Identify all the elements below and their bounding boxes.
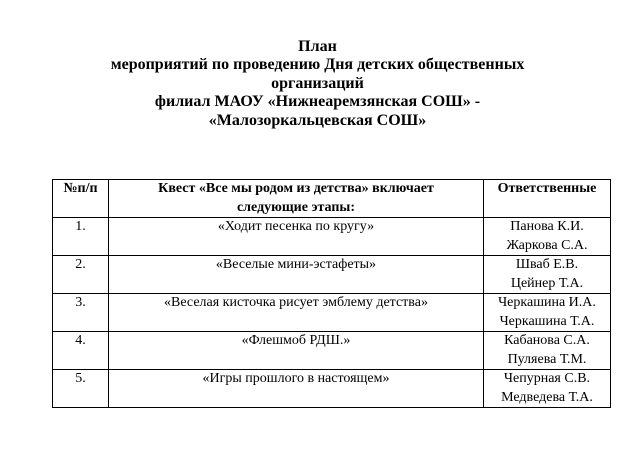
responsible-name: Шваб Е.В.	[515, 257, 579, 272]
heading-subtitle: мероприятий по проведению Дня детских общественных	[110, 56, 525, 74]
responsible-name: Чепурная С.В.	[503, 371, 591, 386]
responsible-name: Черкашина И.А.	[498, 295, 596, 310]
table-row	[53, 370, 611, 408]
table-row	[53, 294, 611, 332]
table-header-row	[53, 180, 611, 218]
row-stage: «Флешмоб РДШ.»	[109, 332, 484, 370]
row-responsible	[484, 332, 611, 370]
responsible-name: Кабанова С.А.	[504, 333, 590, 348]
row-stage: «Веселые мини-эстафеты»	[109, 256, 484, 294]
header-responsible: Ответственные	[484, 180, 611, 218]
table-row	[53, 256, 611, 294]
header-stages-line2: следующие этапы:	[236, 199, 356, 215]
responsible-name: Медведева Т.А.	[501, 389, 593, 405]
table-row	[53, 218, 611, 256]
header-stages	[109, 180, 484, 218]
table-row	[53, 332, 611, 370]
responsible-name: Цейнер Т.А.	[510, 275, 584, 291]
heading-branch: филиал МАОУ «Нижнеаремзянская СОШ» -	[154, 93, 481, 111]
row-stage: «Веселая кисточка рисует эмблему детства»	[109, 294, 484, 332]
heading-subtitle-cont: организаций	[271, 74, 364, 92]
row-num: 4.	[53, 332, 109, 370]
row-stage: «Ходит песенка по кругу»	[109, 218, 484, 256]
document-heading	[0, 38, 635, 130]
heading-title: План	[298, 38, 337, 55]
responsible-name: Жаркова С.А.	[506, 237, 588, 253]
events-table	[52, 179, 611, 408]
row-stage: «Игры прошлого в настоящем»	[109, 370, 484, 408]
row-num: 5.	[53, 370, 109, 408]
responsible-name: Пуляева Т.М.	[507, 351, 587, 367]
header-num: №п/п	[53, 180, 109, 218]
responsible-name: Панова К.И.	[510, 219, 584, 234]
row-num: 2.	[53, 256, 109, 294]
row-num: 1.	[53, 218, 109, 256]
row-responsible	[484, 370, 611, 408]
responsible-name: Черкашина Т.А.	[499, 313, 595, 329]
heading-school: «Малозоркальцевская СОШ»	[208, 111, 427, 129]
header-stages-line1: Квест «Все мы родом из детства» включает	[158, 181, 434, 196]
row-responsible	[484, 294, 611, 332]
row-responsible	[484, 256, 611, 294]
row-responsible	[484, 218, 611, 256]
row-num: 3.	[53, 294, 109, 332]
